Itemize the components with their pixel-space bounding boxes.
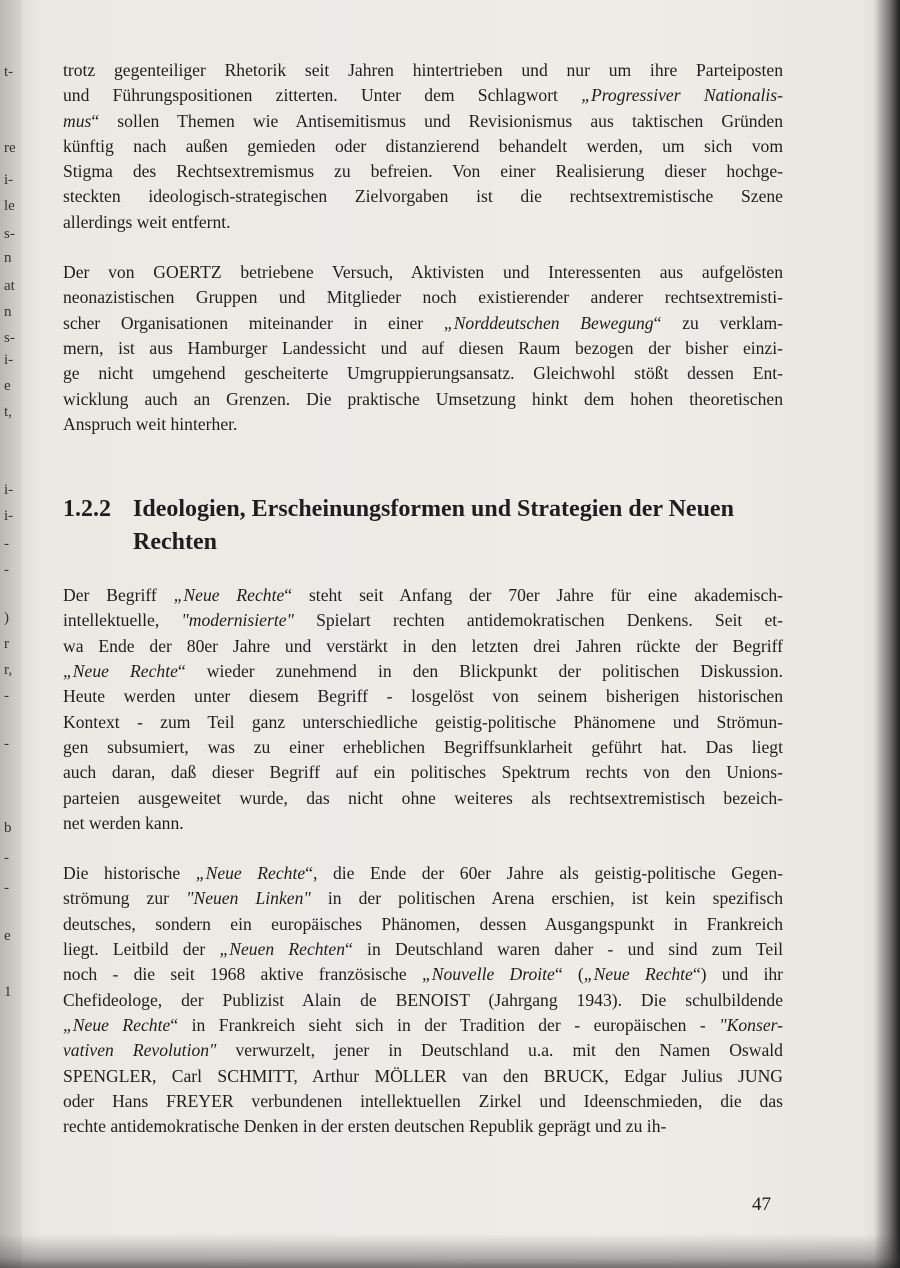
margin-fragment: t, <box>4 404 12 420</box>
text-line <box>63 962 783 987</box>
text-line <box>63 659 783 684</box>
text-line <box>63 886 783 911</box>
text-segment: steckten ideologisch-strategischen Zielvorgaben ist die rechtsextremistische Szene <box>63 186 783 207</box>
text-line <box>63 608 783 633</box>
margin-fragment: n <box>4 304 12 320</box>
text-segment: net werden kann. <box>63 812 184 833</box>
text-line <box>63 1064 783 1089</box>
text-segment: parteien ausgeweitet wurde, das nicht ohne weiteres als rechtsextremistisch bezeich- <box>63 787 783 808</box>
margin-fragment: le <box>4 198 15 214</box>
text-segment: Stigma des Rechtsextremismus zu befreien. Von einer Realisierung dieser hochge- <box>63 161 783 182</box>
text-line <box>63 412 783 437</box>
body-text-before-section <box>63 58 783 437</box>
text-segment: strömung zur <box>63 888 187 909</box>
text-segment: wicklung auch an Grenzen. Die praktische Umsetzung hinkt dem hohen theoretischen <box>63 388 783 409</box>
emphasized-text: "Konser- <box>719 1014 783 1035</box>
text-line <box>63 336 783 361</box>
text-line <box>63 184 783 209</box>
text-line <box>63 1114 783 1139</box>
text-segment: “ steht seit Anfang der 70er Jahre für eine akademisch- <box>284 585 783 606</box>
text-segment: Heute werden unter diesem Begriff - losgelöst von seinem bisherigen historischen <box>63 686 783 707</box>
text-segment: Anspruch weit hinterher. <box>63 413 238 434</box>
emphasized-text: „Neue Rechte <box>195 863 306 884</box>
margin-fragment: e <box>4 378 11 394</box>
margin-fragment: i- <box>4 172 14 188</box>
text-line <box>63 58 783 83</box>
text-segment: liegt. Leitbild der <box>63 939 220 960</box>
emphasized-text: „Progressiver Nationalis- <box>581 85 784 106</box>
margin-fragment: re <box>4 140 16 156</box>
text-line <box>63 311 783 336</box>
page-number: 47 <box>752 1194 771 1215</box>
text-line <box>63 1089 783 1114</box>
text-segment: Der von GOERTZ betriebene Versuch, Aktivisten und Interessenten aus aufgelösten <box>63 262 783 283</box>
text-segment: “ wieder zunehmend in den Blickpunkt der politischen Diskussion. <box>177 661 783 682</box>
body-text-after-section <box>63 583 783 1139</box>
text-line <box>63 735 783 760</box>
text-segment: Der Begriff <box>63 585 174 606</box>
text-segment: “) und ihr <box>692 964 783 985</box>
emphasized-text: „Neue Rechte <box>63 661 178 682</box>
text-segment: SPENGLER, Carl SCHMITT, Arthur MÖLLER van den BRUCK, Edgar Julius JUNG <box>63 1065 783 1086</box>
margin-fragment: n <box>4 250 12 266</box>
paragraph <box>63 861 783 1139</box>
page-bottom-shadow <box>0 1234 900 1268</box>
text-line <box>63 83 783 108</box>
text-segment: “ sollen Themen wie Antisemitismus und Revisionismus aus taktischen Gründen <box>91 110 783 131</box>
margin-fragment: - <box>4 736 9 752</box>
emphasized-text: „Neue Rechte <box>173 585 285 606</box>
text-line <box>63 912 783 937</box>
text-line <box>63 285 783 310</box>
text-line <box>63 134 783 159</box>
page-content <box>63 58 783 1139</box>
text-line <box>63 1038 783 1063</box>
margin-fragment: s- <box>4 226 15 242</box>
text-segment: deutsches, sondern ein europäisches Phänomen, dessen Ausgangspunkt in Frankreich <box>63 913 783 934</box>
margin-fragment: at <box>4 278 15 294</box>
text-segment: oder Hans FREYER verbundenen intellektuellen Zirkel und Ideenschmieden, die das <box>63 1090 783 1111</box>
margin-fragment: 1 <box>4 984 12 1000</box>
text-segment: “ zu verklam- <box>653 312 784 333</box>
text-line <box>63 988 783 1013</box>
text-segment: wa Ende der 80er Jahre und verstärkt in den letzten drei Jahren rückte der Begriff <box>63 635 783 656</box>
text-segment: Chefideologe, der Publizist Alain de BENOIST (Jahrgang 1943). Die schulbildende <box>63 989 783 1010</box>
margin-fragment: r <box>4 636 9 652</box>
text-segment: “ in Deutschland waren daher - und sind zum Teil <box>345 939 783 960</box>
emphasized-text: vativen Revolution" <box>63 1040 217 1061</box>
text-line <box>63 260 783 285</box>
text-line <box>63 1013 783 1038</box>
page-edge-shadow <box>874 0 900 1268</box>
emphasized-text: „Neuen Rechten <box>219 939 346 960</box>
text-segment: mern, ist aus Hamburger Landessicht und auf diesen Raum bezogen der bisher einzi- <box>63 337 783 358</box>
text-segment: Kontext - zum Teil ganz unterschiedliche geistig-politische Phänomene und Strömun- <box>63 711 783 732</box>
margin-fragment: e <box>4 928 11 944</box>
margin-fragment: r, <box>4 662 13 678</box>
text-line <box>63 710 783 735</box>
text-segment: in der politischen Arena erschien, ist kein spezifisch <box>310 888 783 909</box>
margin-fragment: i- <box>4 482 14 498</box>
margin-fragment: i- <box>4 352 14 368</box>
text-segment: Die historische <box>63 863 196 884</box>
text-segment: ge nicht umgehend gescheiterte Umgruppierungsansatz. Gleichwohl stößt dessen Ent- <box>63 363 783 384</box>
section-heading <box>63 493 783 559</box>
margin-fragment: - <box>4 688 9 704</box>
text-segment: verwurzelt, jener in Deutschland u.a. mit den Namen Oswald <box>216 1040 783 1061</box>
margin-fragment: b <box>4 820 12 836</box>
previous-page-margin-fragments <box>0 0 22 1268</box>
text-segment: allerdings weit entfernt. <box>63 211 231 232</box>
text-segment: rechte antidemokratische Denken in der ersten deutschen Republik geprägt und zu ih- <box>63 1116 667 1137</box>
text-segment: intellektuelle, <box>63 610 182 631</box>
margin-fragment: ) <box>4 610 9 626</box>
text-segment: “ in Frankreich sieht sich in der Tradition der - europäischen - <box>170 1014 720 1035</box>
text-line <box>63 210 783 235</box>
text-segment: neonazistischen Gruppen und Mitglieder noch existierender anderer rechtsextremisti- <box>63 287 783 308</box>
emphasized-text: "modernisierte" <box>181 610 294 631</box>
margin-fragment: t- <box>4 64 14 80</box>
text-segment: gen subsumiert, was zu einer erheblichen Begriffsunklarheit geführt hat. Das liegt <box>63 736 783 757</box>
margin-fragment: - <box>4 536 9 552</box>
text-segment: und Führungspositionen zitterten. Unter dem Schlagwort <box>63 85 582 106</box>
text-line <box>63 109 783 134</box>
margin-fragment: i- <box>4 508 14 524</box>
emphasized-text: mus <box>63 110 92 131</box>
text-segment: künftig nach außen gemieden oder distanzierend behandelt werden, um sich vom <box>63 135 783 156</box>
paragraph <box>63 58 783 235</box>
text-segment: “ ( <box>554 964 584 985</box>
text-line <box>63 159 783 184</box>
paragraph <box>63 260 783 437</box>
emphasized-text: „Norddeutschen Bewegung <box>443 312 654 333</box>
text-segment: scher Organisationen miteinander in einer <box>63 312 444 333</box>
text-line <box>63 937 783 962</box>
text-segment: trotz gegenteiliger Rhetorik seit Jahren hintertrieben und nur um ihre Parteiposten <box>63 60 783 80</box>
text-segment: “, die Ende der 60er Jahre als geistig-politische Gegen- <box>305 863 783 884</box>
margin-fragment: - <box>4 880 9 896</box>
margin-fragment: s- <box>4 330 15 346</box>
section-title: Ideologien, Erscheinungsformen und Strategien der Neuen Rechten <box>133 496 734 556</box>
text-line <box>63 786 783 811</box>
paragraph <box>63 583 783 836</box>
text-segment: auch daran, daß dieser Begriff auf ein politisches Spektrum rechts von den Unions- <box>63 762 783 783</box>
text-segment: noch - die seit 1968 aktive französische <box>63 964 422 985</box>
text-line <box>63 811 783 836</box>
section-number: 1.2.2 <box>63 496 111 523</box>
emphasized-text: „Nouvelle Droite <box>421 964 555 985</box>
margin-fragment: - <box>4 562 9 578</box>
emphasized-text: "Neuen Linken" <box>186 888 311 909</box>
text-line <box>63 634 783 659</box>
text-segment: Spielart rechten antidemokratischen Denkens. Seit et- <box>293 610 783 631</box>
text-line <box>63 387 783 412</box>
margin-fragment: - <box>4 850 9 866</box>
emphasized-text: „Neue Rechte <box>583 964 693 985</box>
text-line <box>63 583 783 608</box>
text-line <box>63 684 783 709</box>
emphasized-text: „Neue Rechte <box>63 1014 171 1035</box>
text-line <box>63 861 783 886</box>
text-line <box>63 760 783 785</box>
text-line <box>63 361 783 386</box>
